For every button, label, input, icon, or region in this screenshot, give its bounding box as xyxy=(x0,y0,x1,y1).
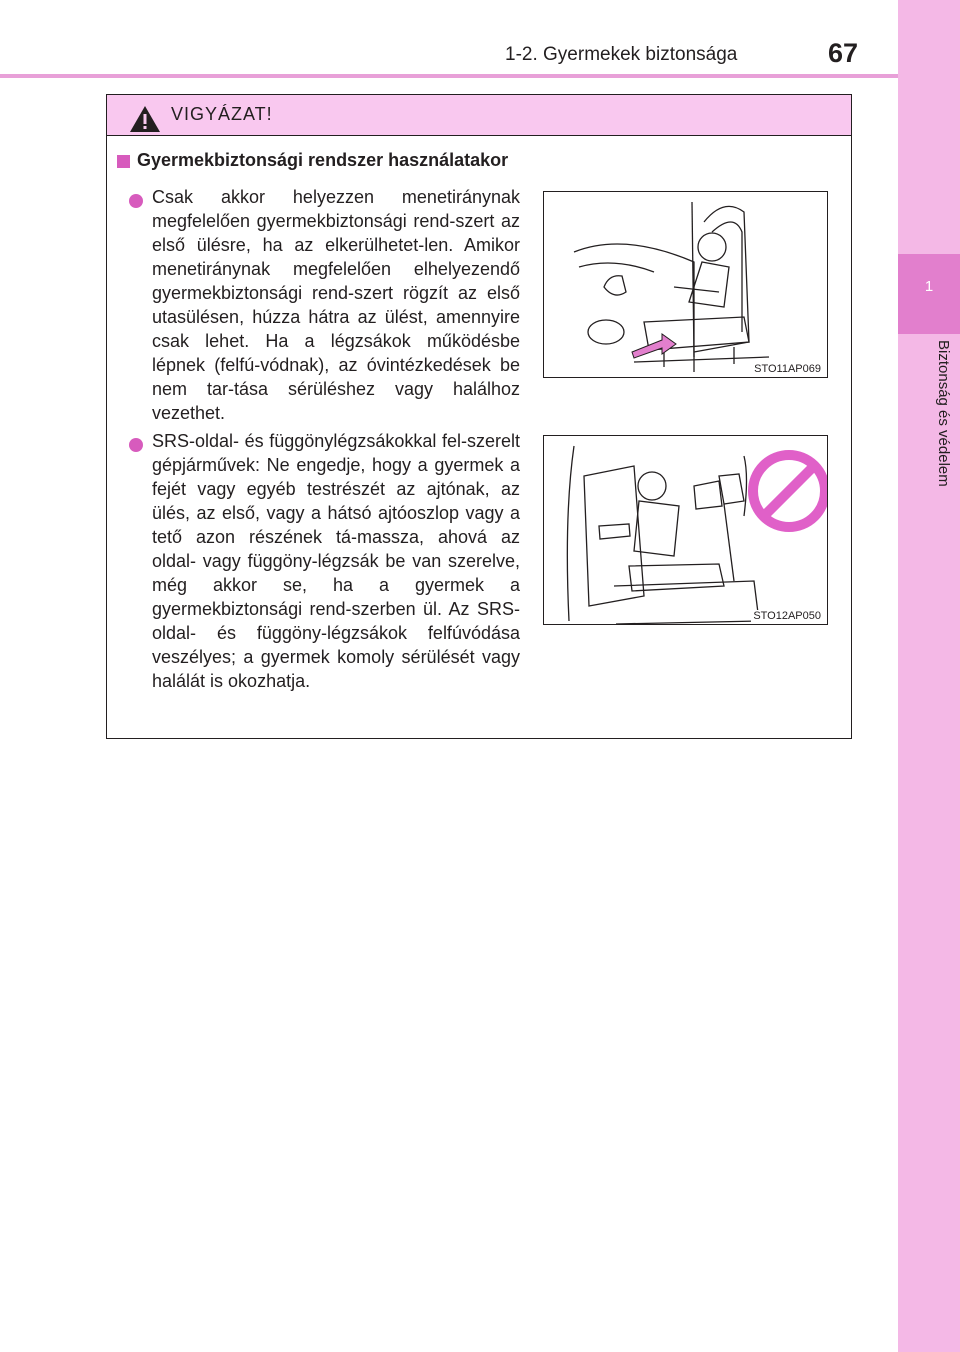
figure-code: STO11AP069 xyxy=(754,363,821,375)
caution-box xyxy=(106,94,852,739)
page-number: 67 xyxy=(828,38,859,68)
caution-section-title: Gyermekbiztonsági rendszer használatakor xyxy=(137,150,509,170)
header-divider xyxy=(0,74,898,78)
caution-header xyxy=(107,95,851,136)
chapter-title: Biztonság és védelem xyxy=(935,340,952,487)
square-bullet-icon xyxy=(117,155,130,168)
caution-item-text: SRS-oldal- és függönylégzsákokkal fel-szerelt gépjárművek: Ne engedje, hogy a gyermek a fejét vagy egyéb testrészét az ajtónak, az ülés, az első, vagy a hátsó ajtóoszlop vagy a tető azon részének tá-massza, ahová az oldal- vagy függöny-légzsák be van szerelve, még akkor se, ha a gyermek a gyermekbiztonsági rend-szerben ül. Az SRS-oldal- és függöny-légzsákok felfúvódása veszélyes; a gyermek komoly sérülését vagy halálát is okozhatja. xyxy=(152,431,520,691)
circle-bullet-icon xyxy=(129,438,143,452)
caution-item-text: Csak akkor helyezzen menetiránynak megfelelően gyermekbiztonsági rend-szert az első ülésre, ha az elkerülhetet-len. Amikor menetiránynak megfelelően elhelyezendő gyermekbiztonsági rend-szert rögzít az első utasülésen, húzza hátra az ülést, amennyire csak lehet. Ha a légzsákok működésbe lépnek (felfú-vódnak), az óvintézkedések be nem tar-tása sérüléshez vagy halálhoz vezethet. xyxy=(152,187,520,423)
figure-front-child-seat xyxy=(543,191,828,378)
figure-code: STO12AP050 xyxy=(753,610,821,622)
warning-triangle-icon xyxy=(129,105,161,133)
booster-seat-illustration xyxy=(544,436,828,625)
caution-label: VIGYÁZAT! xyxy=(171,104,273,124)
circle-bullet-icon xyxy=(129,194,143,208)
figure-rear-booster-seat xyxy=(543,435,828,625)
child-seat-illustration xyxy=(544,192,828,378)
header-section-title: 1-2. Gyermekek biztonsága xyxy=(505,44,738,65)
chapter-number: 1 xyxy=(924,278,934,295)
